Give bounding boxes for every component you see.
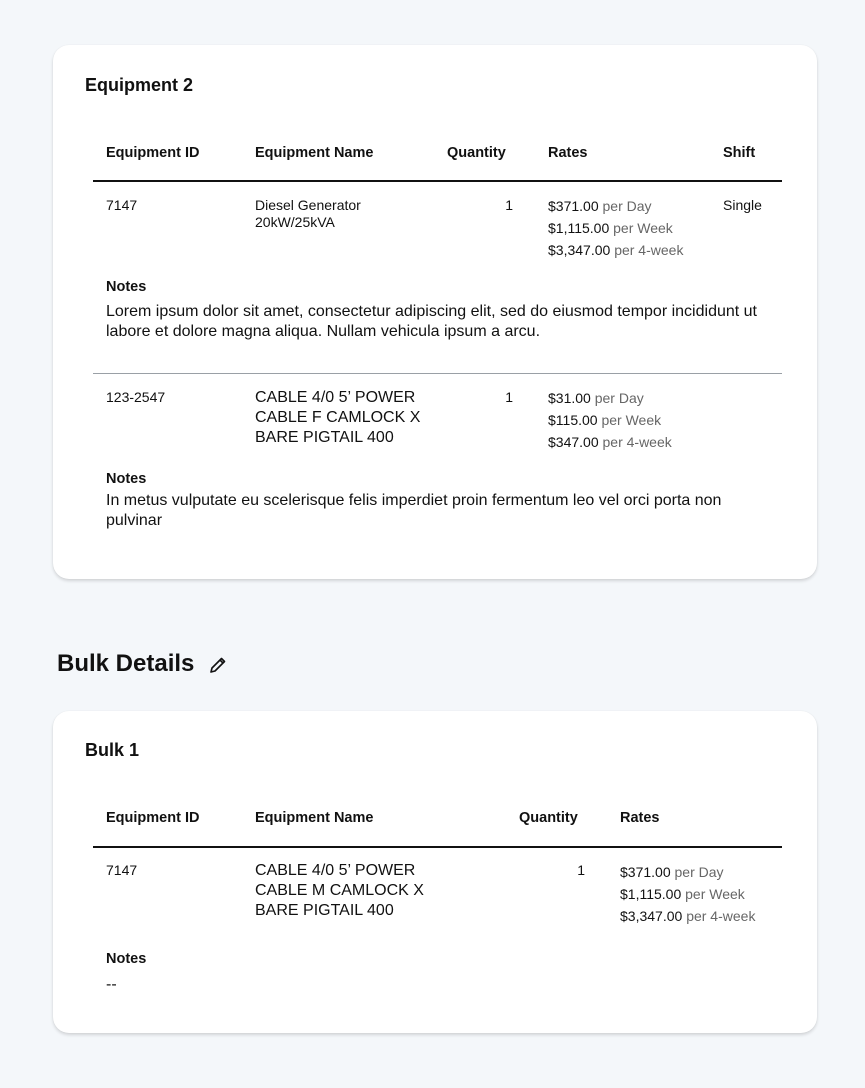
rate-amount: $1,115.00: [548, 220, 610, 236]
rate-unit: per 4-week: [614, 242, 684, 258]
rate-unit: per 4-week: [602, 434, 672, 450]
notes-label: Notes: [106, 951, 147, 967]
rate-line: [548, 409, 672, 431]
rate-line: [620, 905, 755, 927]
equipment-name: Diesel Generator 20kW/25kVA: [255, 197, 361, 230]
col-header-equipment-id: Equipment ID: [106, 810, 200, 826]
quantity: 1: [505, 197, 513, 213]
section-title: [57, 650, 228, 678]
card-title: Equipment 2: [85, 75, 194, 95]
rate-line: [548, 239, 683, 261]
rate-line: [620, 883, 755, 905]
rate-amount: $31.00: [548, 390, 591, 406]
rate-unit: per Week: [613, 220, 673, 236]
rate-unit: per Day: [602, 198, 652, 214]
col-header-shift: Shift: [723, 145, 756, 161]
row-divider: [93, 373, 782, 374]
bulk-card: [53, 711, 817, 1033]
rate-unit: per Week: [601, 412, 662, 428]
notes-text: In metus vulputate eu scelerisque felis imperdiet proin fermentum leo vel orci porta non pulvinar: [106, 492, 722, 529]
rate-unit: per Day: [594, 390, 644, 406]
notes-label: Notes: [106, 471, 147, 487]
rate-line: [548, 387, 672, 409]
quantity: 1: [505, 389, 513, 405]
card-title: Bulk 1: [85, 740, 140, 760]
col-header-equipment-id: Equipment ID: [106, 145, 200, 161]
equipment-card: [53, 45, 817, 579]
rate-unit: per 4-week: [686, 908, 756, 924]
col-header-rates: Rates: [548, 145, 588, 161]
rates: [548, 195, 683, 261]
header-divider: [93, 846, 782, 848]
rates: [620, 861, 755, 927]
notes-label: Notes: [106, 279, 147, 295]
equipment-id: 123-2547: [106, 389, 166, 405]
col-header-rates: Rates: [620, 810, 660, 826]
header-divider: [93, 180, 782, 182]
section-title-text: Bulk Details: [57, 650, 195, 677]
equipment-id: 7147: [106, 862, 138, 878]
col-header-quantity: Quantity: [519, 810, 578, 826]
rate-amount: $3,347.00: [620, 908, 683, 924]
notes-text: --: [106, 976, 117, 993]
rate-line: [548, 195, 683, 217]
quantity: 1: [577, 862, 585, 878]
rates: [548, 387, 672, 453]
notes-text: Lorem ipsum dolor sit amet, consectetur adipiscing elit, sed do eiusmod tempor incididunt ut labore et dolore magna aliqua. Nullam vehicula ipsum a arcu.: [106, 303, 757, 340]
rate-amount: $347.00: [548, 434, 599, 450]
equipment-id: 7147: [106, 197, 138, 213]
col-header-equipment-name: Equipment Name: [255, 810, 374, 826]
equipment-name: CABLE 4/0 5’ POWER CABLE M CAMLOCK X BARE PIGTAIL 400: [255, 862, 424, 919]
rate-amount: $1,115.00: [620, 886, 682, 902]
rate-unit: per Day: [674, 864, 724, 880]
col-header-equipment-name: Equipment Name: [255, 145, 374, 161]
col-header-quantity: Quantity: [447, 145, 506, 161]
pencil-icon[interactable]: [208, 654, 228, 674]
rate-amount: $115.00: [548, 412, 598, 428]
shift: Single: [723, 197, 762, 213]
rate-amount: $371.00: [548, 198, 599, 214]
equipment-name: CABLE 4/0 5’ POWER CABLE F CAMLOCK X BARE PIGTAIL 400: [255, 389, 421, 446]
rate-unit: per Week: [685, 886, 745, 902]
rate-line: [548, 217, 683, 239]
rate-amount: $3,347.00: [548, 242, 611, 258]
rate-line: [548, 431, 672, 453]
rate-amount: $371.00: [620, 864, 671, 880]
rate-line: [620, 861, 755, 883]
